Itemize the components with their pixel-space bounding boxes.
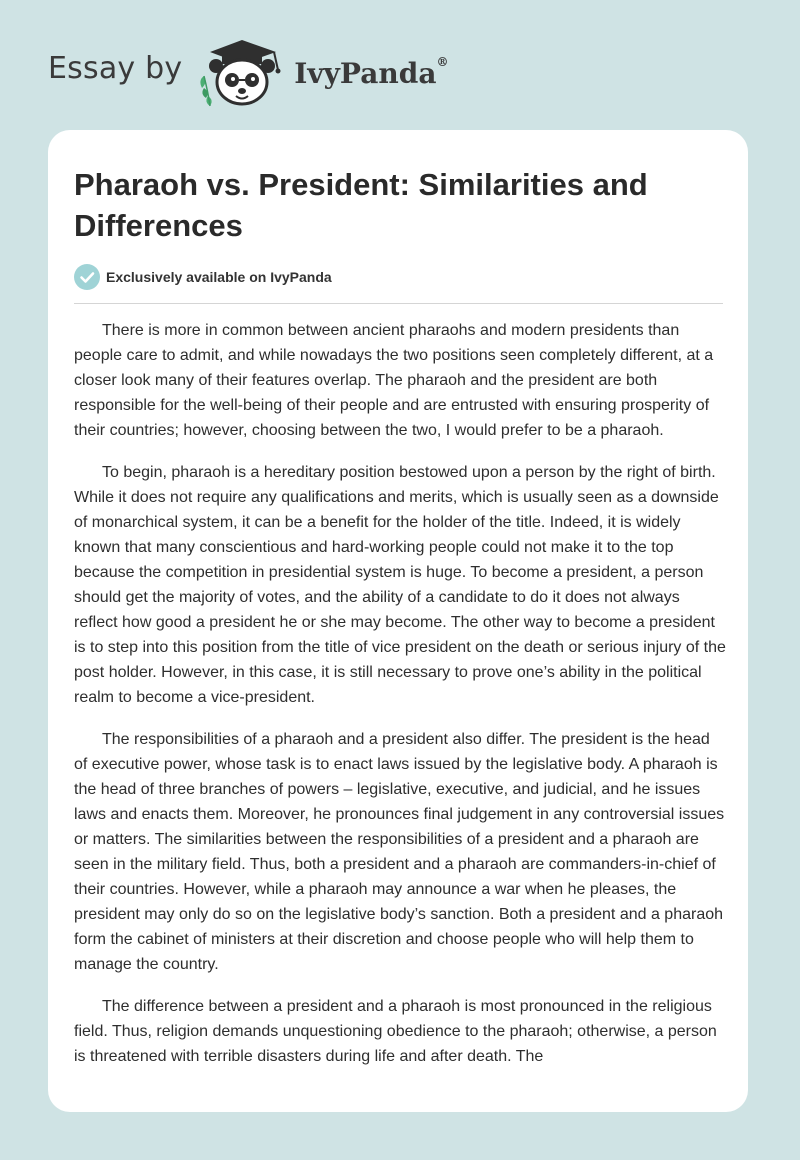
paragraph-4: The difference between a president and a pharaoh is most pronounced in the religious field. Thus, religion demands unquestioning obedience to the pharaoh; otherwise, a person is threatened with terrible disasters during life and after death. The: [74, 998, 717, 1065]
site-header: [48, 36, 568, 108]
check-circle-icon: [74, 264, 100, 290]
essay-body: [74, 318, 726, 1086]
paragraph-2: To begin, pharaoh is a hereditary position bestowed upon a person by the right of birth. While it does not require any qualifications and merits, which is usually seen as a downside of monarchical system, it can be a benefit for the holder of the title. Indeed, it is widely known that many conscientious and hard-working people could not make it to the top because the competition in presidential system is huge. To become a president, a person should get the majority of votes, and the ability of a candidate to do it does not always reflect how good a president he or she may become. The other way to become a president is to step into this position from the title of vice president on the death or serious injury of the post holder. However, in this case, it is still necessary to prove one’s ability in the political realm to become a vice-president.: [74, 464, 726, 706]
exclusive-label: Exclusively available on IvyPanda: [106, 269, 332, 285]
panda-graduate-icon: [196, 36, 288, 108]
paragraph-3: The responsibilities of a pharaoh and a president also differ. The president is the head of executive power, whose task is to enact laws issued by the legislative body. A pharaoh is the head of three branches of powers – legislative, executive, and judicial, and he issues laws and enacts them. Moreover, he pronounces final judgement in any controversial issues or matters. The similarities between the responsibilities of a president and a pharaoh are seen in the military field. Thus, both a president and a pharaoh are commanders-in-chief of their countries. However, while a pharaoh may announce a war when he pleases, the president may only do so on the legislative body’s sanction. Both a president and a pharaoh form the cabinet of ministers at their discretion and choose people who will help them to manage the country.: [74, 731, 725, 973]
essay-by-label: Essay by: [48, 50, 183, 86]
exclusive-badge: [74, 264, 332, 290]
divider: [74, 303, 723, 304]
page-title: Pharaoh vs. President: Similarities and Differences: [74, 167, 648, 243]
registered-mark: ®: [436, 54, 449, 69]
paragraph-1: There is more in common between ancient pharaohs and modern presidents than people care to admit, and while nowadays the two positions seen completely different, at a closer look many of their features overlap. The pharaoh and the president are both responsible for the well-being of their people and are entrusted with ensuring prosperity of their countries; however, choosing between the two, I would prefer to be a pharaoh.: [74, 322, 714, 439]
essay-card: [48, 130, 748, 1112]
brand-name[interactable]: IvyPanda®: [294, 54, 449, 90]
